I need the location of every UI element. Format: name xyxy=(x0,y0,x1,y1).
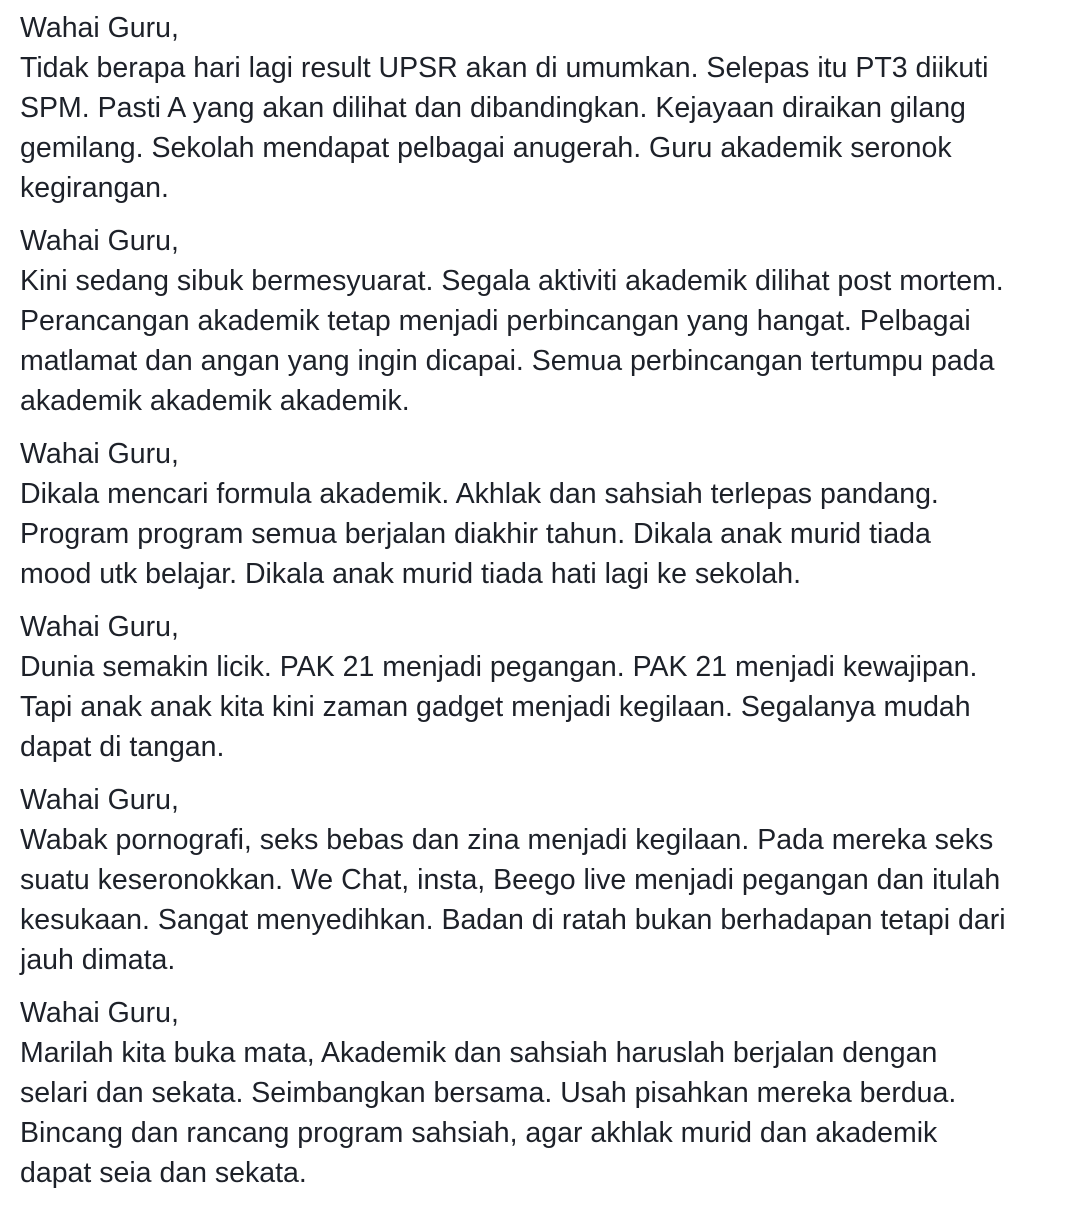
text-line: Wabak pornografi, seks bebas dan zina menjadi kegilaan. Pada mereka seks xyxy=(20,824,994,856)
paragraph-heading: Wahai Guru, xyxy=(20,12,179,44)
text-line: Tapi anak anak kita kini zaman gadget menjadi kegilaan. Segalanya mudah xyxy=(20,691,971,723)
text-line: Dunia semakin licik. PAK 21 menjadi pegangan. PAK 21 menjadi kewajipan. xyxy=(20,651,978,683)
text-line: dapat seia dan sekata. xyxy=(20,1157,307,1189)
paragraph-2 xyxy=(20,221,1062,421)
text-line: Tidak berapa hari lagi result UPSR akan di umumkan. Selepas itu PT3 diikuti xyxy=(20,52,989,84)
text-line: gemilang. Sekolah mendapat pelbagai anugerah. Guru akademik seronok xyxy=(20,132,952,164)
text-line: akademik akademik akademik. xyxy=(20,385,410,417)
paragraph-3 xyxy=(20,434,1062,594)
text-line: jauh dimata. xyxy=(20,944,176,976)
text-line: matlamat dan angan yang ingin dicapai. Semua perbincangan tertumpu pada xyxy=(20,345,995,377)
text-line: selari dan sekata. Seimbangkan bersama. Usah pisahkan mereka berdua. xyxy=(20,1077,957,1109)
paragraph-4 xyxy=(20,607,1062,767)
text-line: Bincang dan rancang program sahsiah, agar akhlak murid dan akademik xyxy=(20,1117,938,1149)
text-line: kesukaan. Sangat menyedihkan. Badan di ratah bukan berhadapan tetapi dari xyxy=(20,904,1006,936)
paragraph-heading: Wahai Guru, xyxy=(20,225,179,257)
text-line: mood utk belajar. Dikala anak murid tiada hati lagi ke sekolah. xyxy=(20,558,802,590)
paragraph-heading: Wahai Guru, xyxy=(20,997,179,1029)
paragraph-5 xyxy=(20,780,1062,980)
text-line: Kini sedang sibuk bermesyuarat. Segala aktiviti akademik dilihat post mortem. xyxy=(20,265,1004,297)
text-line: Dikala mencari formula akademik. Akhlak dan sahsiah terlepas pandang. xyxy=(20,478,939,510)
text-line: kegirangan. xyxy=(20,172,169,204)
paragraph-heading: Wahai Guru, xyxy=(20,611,179,643)
text-line: suatu keseronokkan. We Chat, insta, Beego live menjadi pegangan dan itulah xyxy=(20,864,1001,896)
text-line: Marilah kita buka mata, Akademik dan sahsiah haruslah berjalan dengan xyxy=(20,1037,938,1069)
text-line: Program program semua berjalan diakhir tahun. Dikala anak murid tiada xyxy=(20,518,931,550)
paragraph-6 xyxy=(20,993,1062,1193)
paragraph-heading: Wahai Guru, xyxy=(20,784,179,816)
text-line: Perancangan akademik tetap menjadi perbincangan yang hangat. Pelbagai xyxy=(20,305,971,337)
paragraph-heading: Wahai Guru, xyxy=(20,438,179,470)
text-line: dapat di tangan. xyxy=(20,731,225,763)
text-line: SPM. Pasti A yang akan dilihat dan dibandingkan. Kejayaan diraikan gilang xyxy=(20,92,966,124)
paragraph-1 xyxy=(20,8,1062,208)
